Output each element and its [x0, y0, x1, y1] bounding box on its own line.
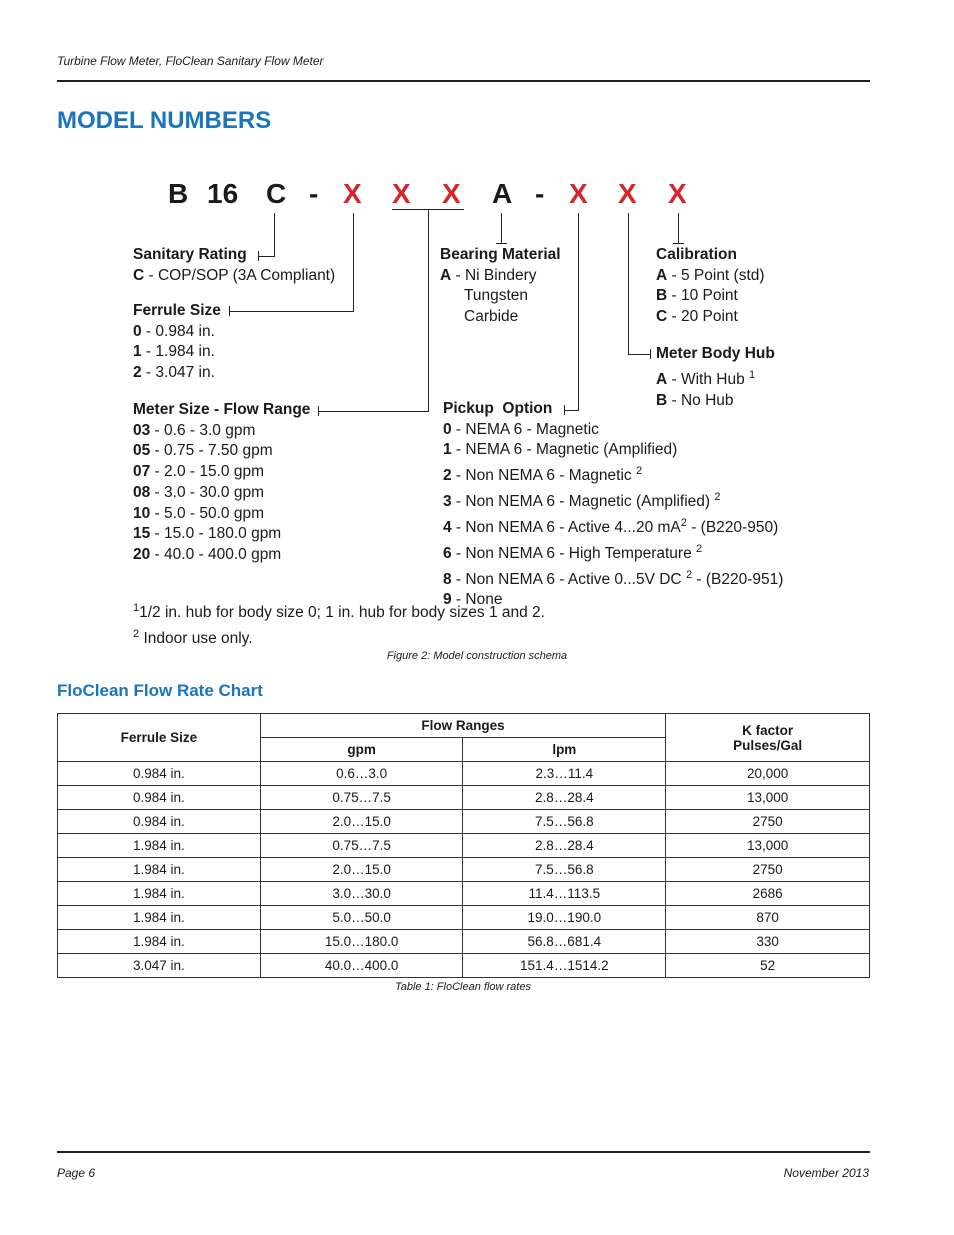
calibration-option: B - 10 Point [656, 287, 738, 305]
header-rule [57, 80, 870, 82]
code-char-16: 16 [207, 178, 239, 209]
bearing-material-block [440, 245, 561, 328]
table-cell: 0.75…7.5 [260, 834, 463, 858]
col-header-gpm: gpm [260, 738, 463, 762]
pickup-option-block [443, 399, 783, 611]
table-cell: 1.984 in. [58, 930, 261, 954]
pickup-option: 2 - Non NEMA 6 - Magnetic $^2$ [443, 465, 643, 485]
footer-date: November 2013 [783, 1166, 869, 1180]
meter-size-option: 10 - 5.0 - 50.0 gpm [133, 504, 264, 522]
code-char-a: A [492, 178, 513, 209]
ferrule-option: 0 - 0.984 in. [133, 322, 215, 340]
meter-size-option: 07 - 2.0 - 15.0 gpm [133, 463, 264, 481]
table-row [58, 882, 870, 906]
table-row [58, 906, 870, 930]
table-cell: 2.8…28.4 [463, 834, 666, 858]
table-row [58, 954, 870, 978]
col-header-lpm: lpm [463, 738, 666, 762]
table-cell: 330 [666, 930, 870, 954]
hub-option: A - With Hub $^1$ [656, 368, 756, 388]
bearing-option-line2: Tungsten [464, 287, 529, 305]
table-cell: 2.8…28.4 [463, 786, 666, 810]
footnotes [133, 598, 545, 650]
sanitary-rating-block [133, 245, 335, 286]
calibration-option: A - 5 Point (std) [656, 266, 765, 284]
pickup-option: 9 - None [443, 591, 503, 609]
table-cell: 1.984 in. [58, 882, 261, 906]
bearing-option: A - Ni Bindery [440, 266, 537, 284]
code-x-size-1: X [392, 178, 411, 209]
col-header-k-factor: K factor Pulses/Gal [666, 714, 870, 762]
col-header-ferrule: Ferrule Size [58, 714, 261, 762]
table-cell: 5.0…50.0 [260, 906, 463, 930]
table-cell: 2.3…11.4 [463, 762, 666, 786]
pickup-option: 8 - Non NEMA 6 - Active 0...5V DC $^2$ - (B220-951) [443, 568, 784, 588]
table-cell: 20,000 [666, 762, 870, 786]
calibration-heading: Calibration [656, 246, 737, 263]
table-cell: 56.8…681.4 [463, 930, 666, 954]
chart-title: FloClean Flow Rate Chart [57, 681, 263, 700]
table-cell: 7.5…56.8 [463, 810, 666, 834]
calibration-block [656, 245, 765, 328]
meter-size-option: 20 - 40.0 - 400.0 gpm [133, 545, 282, 563]
meter-size-option: 15 - 15.0 - 180.0 gpm [133, 525, 282, 543]
pickup-option: 6 - Non NEMA 6 - High Temperature $^2$ [443, 542, 703, 562]
code-x-size-2: X [442, 178, 461, 209]
ferrule-size-block [133, 301, 221, 384]
footer-rule [57, 1151, 870, 1153]
code-x-hub: X [618, 178, 637, 209]
table-cell: 1.984 in. [58, 858, 261, 882]
hub-option: B - No Hub [656, 391, 734, 409]
section-title: MODEL NUMBERS [57, 107, 272, 134]
code-dash-2: - [535, 178, 545, 209]
table-row [58, 762, 870, 786]
meter-body-hub-heading: Meter Body Hub [656, 345, 775, 362]
code-x-calibration: X [668, 178, 687, 209]
table-cell: 2750 [666, 858, 870, 882]
table-cell: 40.0…400.0 [260, 954, 463, 978]
code-dash-1: - [309, 178, 319, 209]
table-cell: 52 [666, 954, 870, 978]
table-cell: 0.984 in. [58, 810, 261, 834]
table-cell: 2686 [666, 882, 870, 906]
figure-caption: Figure 2: Model construction schema [386, 650, 568, 662]
code-char-b: B [168, 178, 189, 209]
pickup-option: 1 - NEMA 6 - Magnetic (Amplified) [443, 441, 678, 459]
table-cell: 13,000 [666, 834, 870, 858]
pickup-option: 3 - Non NEMA 6 - Magnetic (Amplified) $^2$ [443, 490, 721, 511]
ferrule-option: 2 - 3.047 in. [133, 364, 215, 382]
table-cell: 0.6…3.0 [260, 762, 463, 786]
table-cell: 7.5…56.8 [463, 858, 666, 882]
table-row [58, 810, 870, 834]
table-cell: 11.4…113.5 [463, 882, 666, 906]
meter-size-option: 05 - 0.75 - 7.50 gpm [133, 442, 273, 460]
page-number: Page 6 [57, 1166, 96, 1180]
meter-size-option: 03 - 0.6 - 3.0 gpm [133, 421, 256, 439]
bearing-option-line3: Carbide [464, 308, 519, 326]
meter-size-heading: Meter Size - Flow Range [133, 401, 311, 418]
ferrule-option: 1 - 1.984 in. [133, 343, 215, 361]
sanitary-option: C - COP/SOP (3A Compliant) [133, 266, 336, 284]
code-x-pickup: X [569, 178, 588, 209]
table-cell: 19.0…190.0 [463, 906, 666, 930]
table-caption: Table 1: FloClean flow rates [395, 981, 531, 993]
table-row [58, 786, 870, 810]
sanitary-rating-heading: Sanitary Rating [133, 246, 247, 263]
doc-header-title: Turbine Flow Meter, FloClean Sanitary Flow Meter [57, 54, 324, 68]
table-cell: 0.75…7.5 [260, 786, 463, 810]
table-cell: 3.047 in. [58, 954, 261, 978]
code-char-c: C [266, 178, 287, 209]
table-row [58, 858, 870, 882]
table-cell: 0.984 in. [58, 786, 261, 810]
table-cell: 2750 [666, 810, 870, 834]
table-cell: 13,000 [666, 786, 870, 810]
meter-size-block [133, 400, 310, 566]
table-cell: 15.0…180.0 [260, 930, 463, 954]
footnote-2: $^2$ Indoor use only. [133, 627, 253, 648]
flow-rate-table [57, 713, 870, 978]
pickup-option: 4 - Non NEMA 6 - Active 4...20 $mA^2 - (B220-950)$ [443, 516, 779, 536]
ferrule-size-heading: Ferrule Size [133, 302, 221, 319]
footnote-1: $^1$1/2 in. hub for body size 0; 1 in. hub for body sizes 1 and 2. [133, 602, 545, 622]
table-row [58, 930, 870, 954]
meter-size-option: 08 - 3.0 - 30.0 gpm [133, 483, 264, 501]
table-cell: 1.984 in. [58, 906, 261, 930]
table-cell: 151.4…1514.2 [463, 954, 666, 978]
pickup-option: 0 - NEMA 6 - Magnetic [443, 420, 599, 438]
table-cell: 1.984 in. [58, 834, 261, 858]
pickup-option-heading: Pickup Option [443, 400, 553, 417]
table-cell: 0.984 in. [58, 762, 261, 786]
code-x-ferrule: X [343, 178, 362, 209]
table-row [58, 834, 870, 858]
col-header-flow-ranges: Flow Ranges [260, 714, 665, 738]
table-cell: 3.0…30.0 [260, 882, 463, 906]
table-cell: 2.0…15.0 [260, 810, 463, 834]
calibration-option: C - 20 Point [656, 308, 738, 326]
bearing-material-heading: Bearing Material [440, 246, 561, 263]
table-cell: 2.0…15.0 [260, 858, 463, 882]
table-cell: 870 [666, 906, 870, 930]
